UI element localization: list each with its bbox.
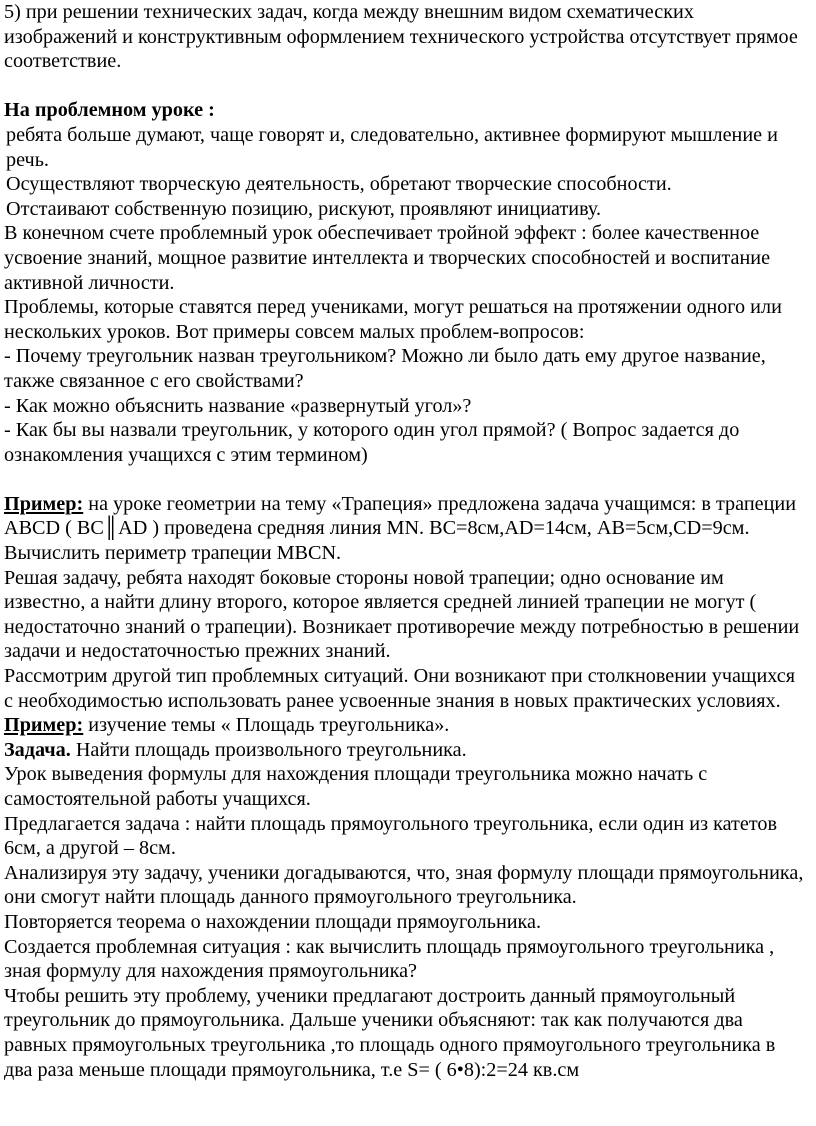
effect-paragraph: В конечном счете проблемный урок обеспечивает тройной эффект : более качественное усвоение знаний, мощное развитие интеллекта и творческих способностей и воспитание активной личности. <box>4 222 771 294</box>
example1-label: Пример: <box>4 492 84 515</box>
situation-paragraph: Создается проблемная ситуация : как вычислить площадь прямоугольного треугольника , зная формулу для нахождения прямоугольника? <box>4 935 775 983</box>
solution-paragraph: Чтобы решить эту проблему, ученики предлагают достроить данный прямоугольный треугольник до прямоугольника. Дальше ученики объясняют: так как получаются два равных прямоугольных треугольника ,то площадь одного прямоугольного треугольника в два раза меньше площади прямоугольника, т.е S= ( 6•8):2=24 кв.см <box>4 984 776 1081</box>
example2-text: изучение темы « Площадь треугольника». <box>83 714 450 737</box>
example1-text: на уроке геометрии на тему «Трапеция» предложена задача учащимся: в трапеции ABCD ( BC║AD ) проведена средняя линия MN. BC=8см,AD=14см, AB=5см,CD=9см. Вычислить периметр трапеции MBCN. <box>4 492 797 565</box>
proposed-task-paragraph: Предлагается задача : найти площадь прямоугольного треугольника, если один из катетов 6см, а другой – 8см. <box>4 812 777 860</box>
solving-paragraph: Решая задачу, ребята находят боковые стороны новой трапеции; одно основание им известно, а найти длину второго, которое является средней линией трапеции не могут ( недостаточно знаний о трапеции). Возникает противоречие между потребностью в решении задачи и недостаточностью прежних знаний. <box>4 566 800 663</box>
problem-lesson-item: ребята больше думают, чаще говорят и, следовательно, активнее формируют мышление и речь. <box>6 123 778 171</box>
repeat-paragraph: Повторяется теорема о нахождении площади прямоугольника. <box>4 910 542 933</box>
analysis-paragraph: Анализируя эту задачу, ученики догадываются, что, зная формулу площади прямоугольника, они смогут найти площадь данного прямоугольного треугольника. <box>4 861 804 909</box>
question-item: - Как можно объяснить название «развернутый угол»? <box>4 394 472 417</box>
example1-paragraph <box>4 492 808 566</box>
task-text: Найти площадь произвольного треугольника. <box>70 738 467 761</box>
task-paragraph <box>4 738 808 763</box>
intro-paragraph: 5) при решении технических задач, когда между внешним видом схематических изображений и конструктивным оформлением технического устройства отсутствует прямое соответствие. <box>4 1 798 73</box>
task-label: Задача. <box>4 738 71 761</box>
problem-lesson-item: Осуществляют творческую деятельность, обретают творческие способности. <box>6 173 672 196</box>
another-type-paragraph: Рассмотрим другой тип проблемных ситуаций. Они возникают при столкновении учащихся с необходимостью использовать ранее усвоенные знания в новых практических условиях. <box>4 665 796 712</box>
question-item: - Как бы вы назвали треугольник, у которого один угол прямой? ( Вопрос задается до ознакомления учащихся с этим термином) <box>4 419 740 466</box>
blank-line <box>4 467 808 492</box>
blank-line <box>4 74 808 99</box>
example2-label: Пример: <box>4 714 84 737</box>
problems-intro-paragraph: Проблемы, которые ставятся перед учениками, могут решаться на протяжении одного или нескольких уроков. Вот примеры совсем малых проблем-вопросов: <box>4 296 782 343</box>
lesson-start-paragraph: Урок выведения формулы для нахождения площади треугольника можно начать с самостоятельной работы учащихся. <box>4 763 708 810</box>
question-item: - Почему треугольник назван треугольником? Можно ли было дать ему другое название, также связанное с его свойствами? <box>4 345 766 392</box>
problem-lesson-item: Отстаивают собственную позицию, рискуют, проявляют инициативу. <box>6 197 602 220</box>
problem-lesson-heading: На проблемном уроке : <box>4 99 215 122</box>
example2-paragraph <box>4 713 808 738</box>
